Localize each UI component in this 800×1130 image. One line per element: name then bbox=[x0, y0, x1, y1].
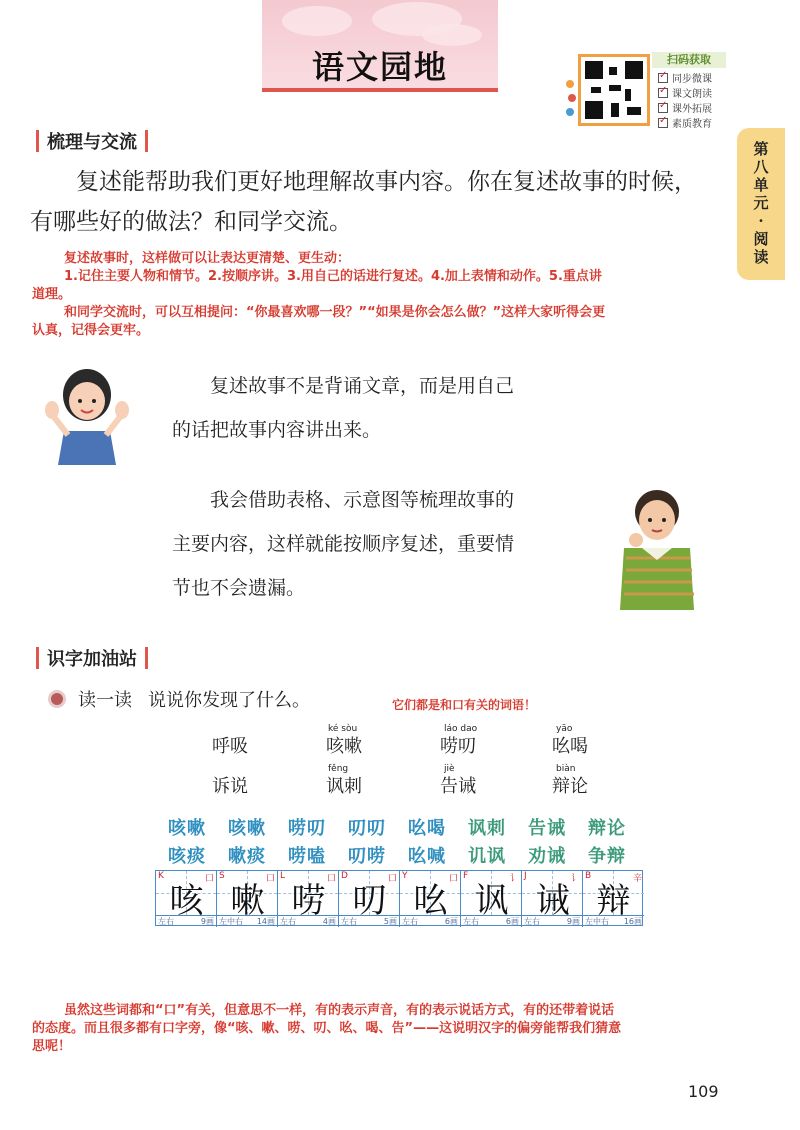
character-writing-grid bbox=[155, 870, 643, 926]
pinyin-initial: B bbox=[585, 871, 592, 881]
structure: 左右 bbox=[280, 917, 296, 926]
heading-bar bbox=[145, 647, 148, 669]
grid-cell bbox=[156, 871, 217, 927]
pinyin-initial: Y bbox=[402, 871, 408, 881]
boy-speech-line: 我会借助表格、示意图等梳理故事的 bbox=[210, 489, 515, 511]
grid-character: 讽 bbox=[474, 881, 509, 921]
grid-character: 叨 bbox=[352, 881, 387, 921]
boy-speech-line: 主要内容，这样就能按顺序复述，重要情 bbox=[172, 533, 515, 555]
extension-word: 叨唠 bbox=[348, 846, 386, 867]
checkbox-icon bbox=[658, 103, 668, 113]
intro-paragraph: 复述能帮助我们更好地理解故事内容。你在复述故事的时候， 有哪些好的做法？和同学交流。 bbox=[30, 169, 697, 235]
extension-row-a bbox=[168, 814, 648, 838]
grid-cell bbox=[339, 871, 400, 927]
stroke-count: 5画 bbox=[383, 917, 397, 926]
annotation-note: 道理。 bbox=[32, 287, 72, 302]
structure: 左右 bbox=[402, 917, 418, 926]
radical: 辛 bbox=[632, 874, 642, 884]
pinyin: fěng bbox=[328, 764, 349, 774]
section-heading-literacy: 识字加油站 bbox=[28, 645, 156, 671]
grid-cell bbox=[522, 871, 583, 927]
reading-instruction: 读一读 说说你发现了什么。 bbox=[48, 686, 310, 712]
scan-list bbox=[658, 70, 712, 130]
stroke-count: 6画 bbox=[444, 917, 458, 926]
annotation-note: 的态度。而且很多都有口字旁，像“咳、嗽、唠、叨、吆、喝、告”——这说明汉字的偏旁能帮我们猜意 bbox=[32, 1021, 622, 1036]
radical: 口 bbox=[265, 874, 275, 884]
page-title: 语文园地 bbox=[311, 48, 448, 86]
vocab-word: 吆喝 bbox=[552, 736, 588, 757]
pinyin: yāo bbox=[556, 724, 573, 734]
char-info bbox=[461, 915, 521, 927]
heading-bar bbox=[36, 647, 39, 669]
pinyin-initial: F bbox=[463, 871, 469, 881]
radical: 讠 bbox=[509, 874, 519, 884]
char-info bbox=[339, 915, 399, 927]
extension-word: 嗽痰 bbox=[228, 846, 266, 867]
grid-cell bbox=[217, 871, 278, 927]
vocab-word: 唠叨 bbox=[440, 736, 476, 757]
radical: 口 bbox=[326, 874, 336, 884]
grid-cell bbox=[583, 871, 644, 927]
vocab-word: 诉说 bbox=[212, 776, 248, 797]
extension-word: 叨叨 bbox=[348, 818, 386, 839]
heading-bar bbox=[145, 130, 148, 152]
char-info bbox=[217, 915, 277, 927]
extension-word: 吆喊 bbox=[408, 846, 446, 867]
extension-word: 讥讽 bbox=[468, 846, 506, 867]
girl-illustration bbox=[42, 365, 132, 465]
extension-word: 咳痰 bbox=[168, 846, 206, 867]
extension-row-b bbox=[168, 842, 648, 866]
stroke-count: 9画 bbox=[566, 917, 580, 926]
grid-character: 吆 bbox=[413, 881, 448, 921]
grid-character: 嗽 bbox=[230, 881, 265, 921]
girl-speech-line: 复述故事不是背诵文章，而是用自己 bbox=[210, 375, 515, 397]
radical: 口 bbox=[204, 874, 214, 884]
char-info bbox=[400, 915, 460, 927]
structure: 左右 bbox=[524, 917, 540, 926]
scan-item: ✓ 课外拓展 bbox=[658, 100, 712, 115]
stroke-count: 9画 bbox=[200, 917, 214, 926]
grid-character: 诫 bbox=[535, 881, 570, 921]
structure: 左右 bbox=[463, 917, 479, 926]
extension-word: 咳嗽 bbox=[168, 818, 206, 839]
extension-word: 告诫 bbox=[528, 818, 566, 839]
vocab-word: 咳嗽 bbox=[326, 736, 362, 757]
char-info bbox=[583, 915, 644, 927]
annotation-note: 复述故事时，这样做可以让表达更清楚、更生动： bbox=[64, 251, 351, 266]
pinyin-initial: L bbox=[280, 871, 286, 881]
boy-speech-line: 节也不会遗漏。 bbox=[172, 577, 306, 599]
bullet-icon bbox=[48, 690, 66, 708]
section-heading-sorting: 梳理与交流 bbox=[28, 128, 156, 154]
grid-character: 辩 bbox=[596, 881, 631, 921]
pinyin-initial: D bbox=[341, 871, 348, 881]
structure: 左右 bbox=[341, 917, 357, 926]
structure: 左中右 bbox=[585, 917, 609, 926]
grid-character: 唠 bbox=[291, 881, 326, 921]
extension-word: 辩论 bbox=[588, 818, 626, 839]
char-info bbox=[156, 915, 216, 927]
scan-item: ✓ 课文朗读 bbox=[658, 85, 712, 100]
vocab-word: 辩论 bbox=[552, 776, 588, 797]
annotation-note: 认真，记得会更牢。 bbox=[32, 323, 150, 338]
annotation-note: 虽然这些词都和“口”有关，但意思不一样，有的表示声音，有的表示说话方式，有的还带着说话 bbox=[64, 1003, 615, 1018]
annotation-note: 和同学交流时，可以互相提问：“你最喜欢哪一段？”“如果是你会怎么做？”这样大家听得会更 bbox=[64, 305, 606, 320]
extension-word: 唠嗑 bbox=[288, 846, 326, 867]
vocab-word: 讽刺 bbox=[326, 776, 362, 797]
girl-speech-line: 的话把故事内容讲出来。 bbox=[172, 419, 382, 441]
checkbox-icon bbox=[658, 118, 668, 128]
pinyin: biàn bbox=[556, 764, 576, 774]
structure: 左右 bbox=[158, 917, 174, 926]
scan-item: ✓ 素质教育 bbox=[658, 115, 712, 130]
qr-code[interactable] bbox=[578, 54, 650, 126]
vocab-word: 呼吸 bbox=[212, 736, 248, 757]
extension-word: 吆喝 bbox=[408, 818, 446, 839]
radical: 口 bbox=[387, 874, 397, 884]
pinyin: láo dao bbox=[444, 724, 478, 734]
grid-character: 咳 bbox=[169, 881, 204, 921]
annotation-note: 思呢！ bbox=[32, 1039, 72, 1054]
vocab-word: 告诫 bbox=[440, 776, 476, 797]
stroke-count: 4画 bbox=[322, 917, 336, 926]
annotation-note: 1.记住主要人物和情节。2.按顺序讲。3.用自己的话进行复述。4.加上表情和动作。5.重点讲 bbox=[64, 269, 602, 284]
pinyin: ké sòu bbox=[328, 724, 358, 734]
pinyin-initial: K bbox=[158, 871, 164, 881]
pinyin: jiè bbox=[444, 764, 455, 774]
stroke-count: 14画 bbox=[256, 917, 275, 926]
extension-word: 咳嗽 bbox=[228, 818, 266, 839]
structure: 左中右 bbox=[219, 917, 243, 926]
boy-illustration bbox=[612, 488, 702, 610]
scan-item: ✓ 同步微课 bbox=[658, 70, 712, 85]
grid-cell bbox=[461, 871, 522, 927]
char-info bbox=[522, 915, 582, 927]
extension-word: 争辩 bbox=[588, 846, 626, 867]
unit-side-tab: 第 八 单 元 · 阅 读 bbox=[737, 128, 785, 280]
radical: 讠 bbox=[570, 874, 580, 884]
checkbox-icon bbox=[658, 73, 668, 83]
stroke-count: 16画 bbox=[623, 917, 642, 926]
extension-word: 讽刺 bbox=[468, 818, 506, 839]
grid-cell bbox=[400, 871, 461, 927]
char-info bbox=[278, 915, 338, 927]
stroke-count: 6画 bbox=[505, 917, 519, 926]
pinyin-initial: J bbox=[524, 871, 527, 881]
annotation-note: 它们都是和口有关的词语！ bbox=[392, 698, 537, 712]
heading-bar bbox=[36, 130, 39, 152]
page-number: 109 bbox=[688, 1082, 719, 1101]
extension-word: 劝诫 bbox=[528, 846, 566, 867]
pinyin-initial: S bbox=[219, 871, 225, 881]
title-underline bbox=[262, 88, 498, 92]
radical: 口 bbox=[448, 874, 458, 884]
extension-word: 唠叨 bbox=[288, 818, 326, 839]
grid-cell bbox=[278, 871, 339, 927]
checkbox-icon bbox=[658, 88, 668, 98]
scan-title: 扫码获取 bbox=[652, 52, 726, 68]
